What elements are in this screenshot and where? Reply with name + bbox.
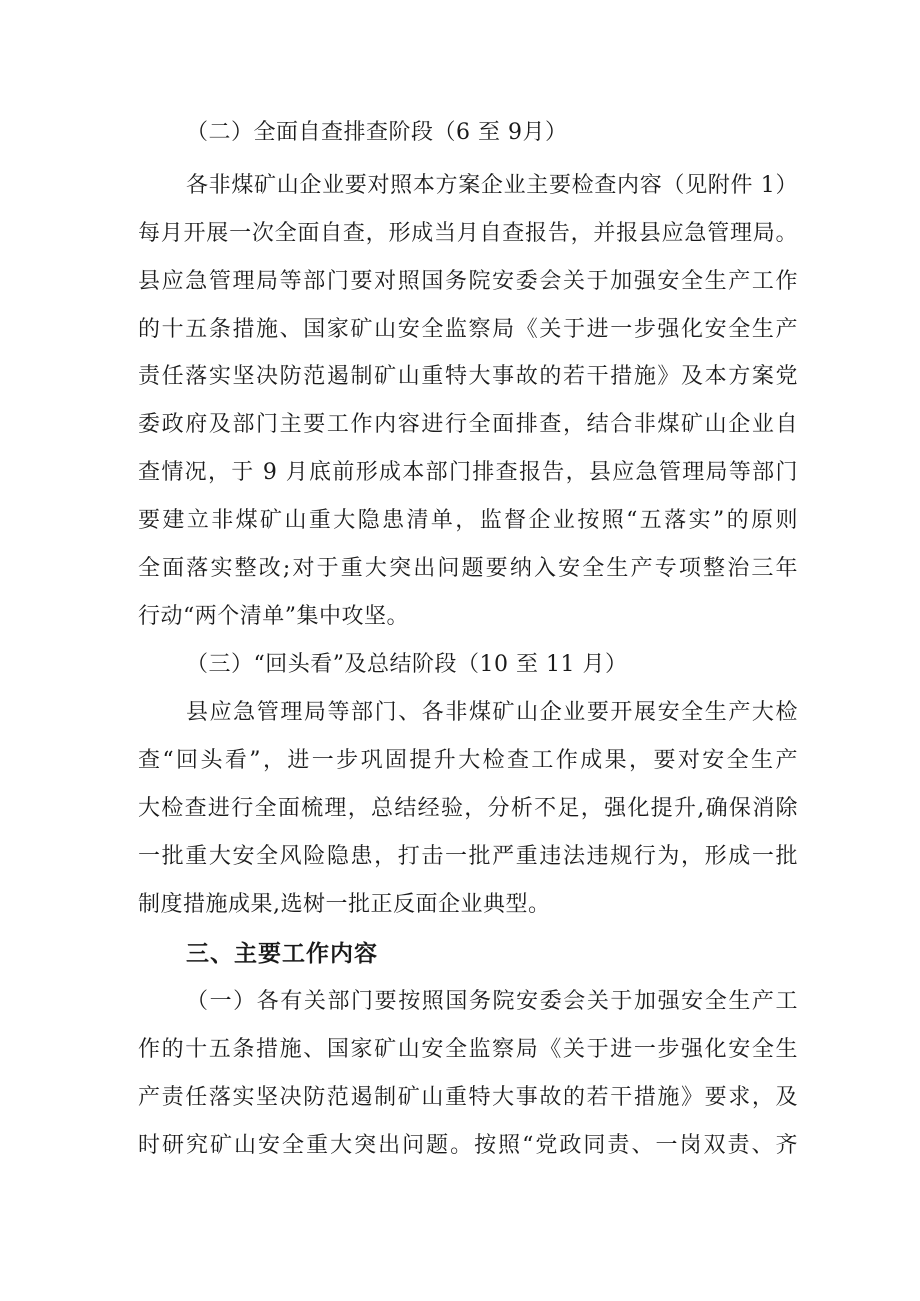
paragraph-line: 查“回头看”，进一步巩固提升大检查工作成果，要对安全生产: [138, 748, 798, 773]
paragraph-line: 一批重大安全风险隐患，打击一批严重违法违规行为，形成一批: [138, 844, 798, 869]
paragraph-line: 行动“两个清单”集中攻坚。: [138, 604, 409, 629]
paragraph-line: 县应急管理局等部门、各非煤矿山企业要开展安全生产大检: [186, 700, 798, 725]
paragraph-line: 查情况，于 9 月底前形成本部门排查报告，县应急管理局等部门: [138, 460, 798, 485]
paragraph-line: 责任落实坚决防范遏制矿山重特大事故的若干措施》及本方案党: [138, 364, 798, 389]
section-2-2-title: （二）全面自查排查阶段（6 至 9月）: [186, 120, 568, 145]
paragraph-line: 制度措施成果,选树一批正反面企业典型。: [138, 892, 551, 917]
section-3-heading: 三、主要工作内容: [186, 941, 378, 967]
paragraph-line: 委政府及部门主要工作内容进行全面排查，结合非煤矿山企业自: [138, 412, 798, 437]
paragraph-line: 大检查进行全面梳理，总结经验，分析不足，强化提升,确保消除: [138, 796, 798, 821]
paragraph-line: 县应急管理局等部门要对照国务院安委会关于加强安全生产工作: [138, 269, 798, 294]
paragraph-line: 时研究矿山安全重大突出问题。按照“党政同责、一岗双责、齐: [138, 1133, 798, 1158]
paragraph-line: 各非煤矿山企业要对照本方案企业主要检查内容（见附件 1）: [186, 173, 798, 198]
paragraph-line: 每月开展一次全面自查，形成当月自查报告，并报县应急管理局。: [138, 221, 798, 246]
paragraph-line: （一）各有关部门要按照国务院安委会关于加强安全生产工: [186, 989, 798, 1014]
paragraph-line: 全面落实整改;对于重大突出问题要纳入安全生产专项整治三年: [138, 556, 798, 581]
paragraph-line: 产责任落实坚决防范遏制矿山重特大事故的若干措施》要求，及: [138, 1085, 798, 1110]
section-2-3-title: （三）“回头看”及总结阶段（10 至 11 月）: [186, 652, 628, 677]
paragraph-line: 作的十五条措施、国家矿山安全监察局《关于进一步强化安全生: [138, 1037, 798, 1062]
paragraph-line: 要建立非煤矿山重大隐患清单，监督企业按照“五落实”的原则: [138, 508, 798, 533]
paragraph-line: 的十五条措施、国家矿山安全监察局《关于进一步强化安全生产: [138, 317, 798, 342]
